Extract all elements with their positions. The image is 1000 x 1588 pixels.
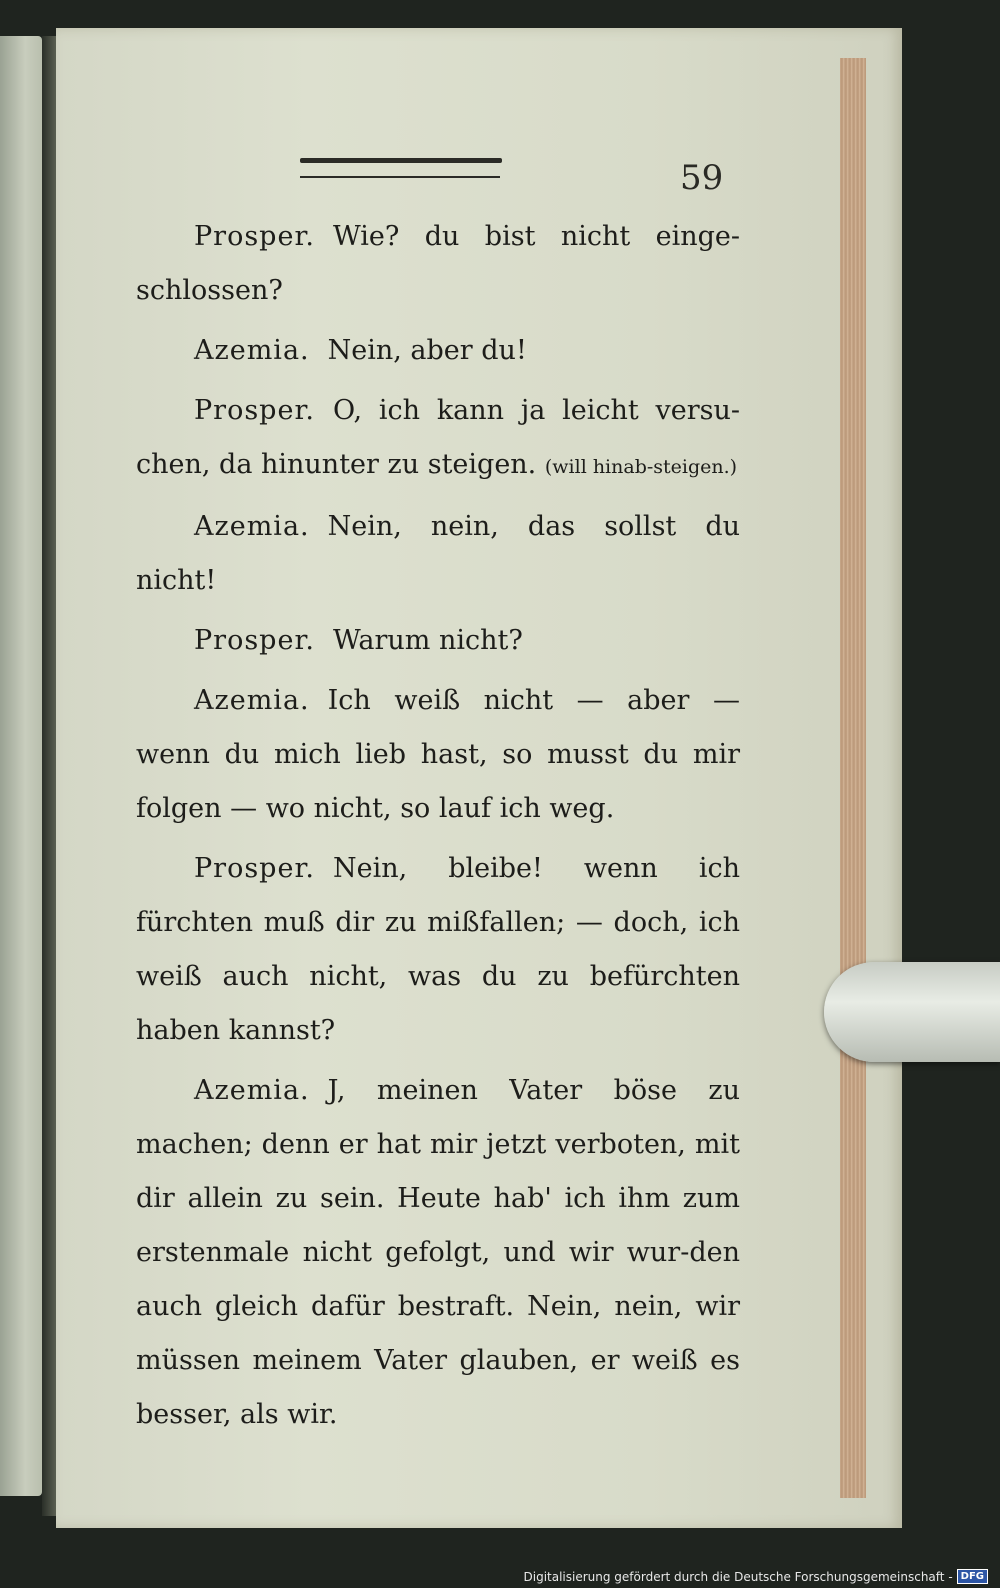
paragraph xyxy=(136,500,740,608)
speaker-name: Prosper. xyxy=(194,853,315,884)
dialogue-text: Nein, aber du! xyxy=(327,335,527,366)
dialogue-text: Nein, bleibe! wenn ich fürchten muß dir zu mißfallen; — doch, ich weiß auch nicht, was du zu befürchten haben kannst? xyxy=(136,853,740,1046)
speaker-name: Prosper. xyxy=(194,395,315,426)
speaker-name: Prosper. xyxy=(194,221,315,252)
dialogue-text: J, meinen Vater böse zu machen; denn er hat mir jetzt verboten, mit dir allein zu sein. Heute hab' ich ihm zum erstenmale nicht gefolgt, und wir wur-den auch gleich dafür bestraft. Nein, nein, wir müssen meinem Vater glauben, er weiß es besser, als wir. xyxy=(136,1075,740,1430)
speaker-name: Prosper. xyxy=(194,625,315,656)
dialogue-text: O, ich kann ja leicht versu-chen, da hinunter zu steigen. xyxy=(136,395,740,480)
book-gutter xyxy=(42,36,56,1516)
credit-text: Digitalisierung gefördert durch die Deutsche Forschungsgemeinschaft - xyxy=(523,1569,953,1584)
page-clip xyxy=(824,962,1000,1062)
dialogue-text: Wie? du bist nicht einge-schlossen? xyxy=(136,221,740,306)
paragraph xyxy=(136,324,740,378)
speaker-name: Azemia. xyxy=(194,335,310,366)
paragraph xyxy=(136,384,740,494)
header-rule-thick xyxy=(300,158,502,163)
dialogue-text: Warum nicht? xyxy=(332,625,523,656)
page-number: 59 xyxy=(680,158,724,198)
paragraph xyxy=(136,1064,740,1442)
stage-direction: (will hinab-steigen.) xyxy=(544,456,738,478)
page-text xyxy=(136,210,740,1448)
paragraph xyxy=(136,614,740,668)
paragraph xyxy=(136,842,740,1058)
dialogue-text: Nein, nein, das sollst du nicht! xyxy=(136,511,740,596)
header-rule-thin xyxy=(300,176,500,178)
speaker-name: Azemia. xyxy=(194,511,310,542)
dfg-logo: DFG xyxy=(957,1569,988,1584)
speaker-name: Azemia. xyxy=(194,685,310,716)
paragraph xyxy=(136,210,740,318)
dialogue-text: Ich weiß nicht — aber — wenn du mich lieb hast, so musst du mir folgen — wo nicht, so lauf ich weg. xyxy=(136,685,740,824)
page-block-edge xyxy=(840,58,866,1498)
paragraph xyxy=(136,674,740,836)
digitization-credit xyxy=(524,1569,989,1584)
previous-page-edge xyxy=(0,36,42,1496)
speaker-name: Azemia. xyxy=(194,1075,310,1106)
